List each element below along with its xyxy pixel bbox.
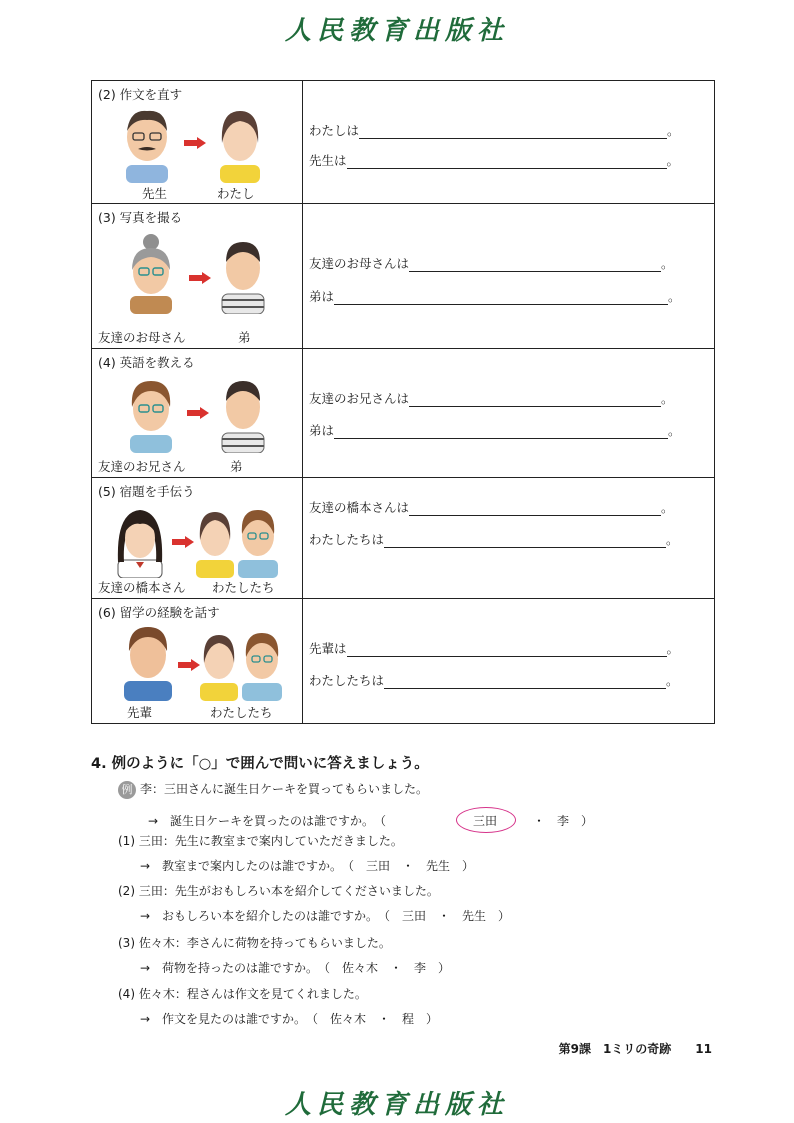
- exercise-title: (5) 宿題を手伝う: [98, 484, 195, 499]
- giver-label: 友達の橋本さん: [98, 580, 186, 595]
- exercise-row: [92, 349, 715, 478]
- example-sentence-row: [118, 780, 428, 799]
- us-two-faces-icon: [196, 625, 286, 701]
- giver-label: 先生: [142, 186, 168, 201]
- student-girl-face-icon: [210, 103, 270, 183]
- answer-suffix: 。: [661, 256, 674, 271]
- example-badge: 例: [118, 781, 136, 799]
- senior-face-icon: [118, 621, 178, 701]
- question-prompt[interactable]: → おもしろい本を紹介したのは誰ですか。 （ 三田 ・ 先生 ）: [140, 909, 511, 923]
- answer-suffix: 。: [666, 532, 679, 547]
- exercise-picture-cell: [92, 81, 303, 204]
- teacher-face-icon: [112, 103, 182, 183]
- exercise-picture-cell: [92, 599, 303, 724]
- answer-prefix: 先生は: [309, 153, 347, 168]
- friend-mother-face-icon: [120, 232, 182, 314]
- red-arrow-icon: [189, 272, 211, 284]
- answer-circle-mark: [456, 807, 516, 833]
- exercise-answer-cell: [303, 599, 715, 724]
- question-prompt[interactable]: → 作文を見たのは誰ですか。 （ 佐々木 ・ 程 ）: [140, 1012, 439, 1026]
- exercise-row: [92, 478, 715, 599]
- receiver-label: わたしたち: [210, 705, 273, 720]
- receiver-label: わたしたち: [212, 580, 275, 595]
- exercise-title: (3) 写真を撮る: [98, 210, 183, 225]
- answer-suffix: 。: [668, 289, 681, 304]
- giver-label: 友達のお母さん: [98, 330, 186, 345]
- exercise-row: [92, 81, 715, 204]
- answer-line: [309, 639, 679, 657]
- giver-label: 先輩: [127, 705, 153, 720]
- answer-blank[interactable]: [384, 533, 666, 548]
- red-arrow-icon: [187, 407, 209, 419]
- answer-blank[interactable]: [334, 424, 668, 439]
- answer-line: [309, 671, 679, 689]
- exercise-title: (4) 英語を教える: [98, 355, 195, 370]
- answer-line: [309, 530, 679, 548]
- answer-line: [309, 287, 681, 305]
- answer-prefix: 友達の橋本さんは: [309, 500, 410, 515]
- exercise-row: [92, 599, 715, 724]
- exercise-answer-cell: [303, 81, 715, 204]
- example-question-row: [148, 812, 386, 829]
- answer-suffix: 。: [668, 423, 681, 438]
- exercise-row: [92, 204, 715, 349]
- example-question: → 誕生日ケーキを買ったのは誰ですか。 （: [148, 814, 387, 828]
- question-prompt[interactable]: → 荷物を持ったのは誰ですか。 （ 佐々木 ・ 李 ）: [140, 961, 451, 975]
- example-choice-circled[interactable]: 三田: [473, 814, 498, 828]
- answer-prefix: わたしたちは: [309, 673, 385, 688]
- red-arrow-icon: [172, 536, 194, 548]
- answer-prefix: 友達のお母さんは: [309, 256, 410, 271]
- answer-suffix: 。: [666, 673, 679, 688]
- answer-blank[interactable]: [409, 501, 661, 516]
- answer-prefix: 弟は: [309, 289, 335, 304]
- answer-prefix: 先輩は: [309, 641, 347, 656]
- giver-label: 友達のお兄さん: [98, 459, 186, 474]
- question-prompt[interactable]: → 教室まで案内したのは誰ですか。 （ 三田 ・ 先生 ）: [140, 859, 475, 873]
- publisher-logo-bottom: 人民教育出版社: [284, 1090, 509, 1120]
- answer-suffix: 。: [661, 391, 674, 406]
- friend-older-brother-face-icon: [120, 373, 182, 453]
- page-footer: 第9課 1ミリの奇跡 11: [558, 1042, 712, 1056]
- answer-prefix: わたしたちは: [309, 532, 385, 547]
- answer-blank[interactable]: [359, 124, 667, 139]
- answer-blank[interactable]: [347, 154, 667, 169]
- exercise-answer-cell: [303, 204, 715, 349]
- red-arrow-icon: [184, 137, 206, 149]
- answer-line: [309, 421, 681, 439]
- exercise-table: [91, 80, 715, 724]
- answer-line: [309, 254, 674, 272]
- answer-suffix: 。: [667, 123, 680, 138]
- question-sentence: (2) 三田：先生がおもしろい本を紹介してくださいました。: [118, 884, 439, 898]
- answer-blank[interactable]: [347, 642, 667, 657]
- section-heading: 4. 例のように「○」で囲んで問いに答えましょう。: [91, 756, 429, 772]
- receiver-label: 弟: [230, 459, 243, 474]
- example-sentence: 李：三田さんに誕生日ケーキを買ってもらいました。: [140, 782, 429, 796]
- publisher-logo-top: 人民教育出版社: [284, 16, 509, 46]
- answer-blank[interactable]: [409, 257, 661, 272]
- receiver-label: わたし: [217, 186, 255, 201]
- answer-blank[interactable]: [409, 392, 661, 407]
- answer-blank[interactable]: [334, 290, 668, 305]
- younger-brother-face-icon: [212, 373, 274, 453]
- question-sentence: (4) 佐々木：程さんは作文を見てくれました。: [118, 987, 367, 1001]
- receiver-label: 弟: [238, 330, 251, 345]
- exercise-picture-cell: [92, 478, 303, 599]
- exercise-picture-cell: [92, 204, 303, 349]
- example-choice[interactable]: 李 ）: [557, 814, 594, 828]
- answer-line: [309, 498, 674, 516]
- exercise-answer-cell: [303, 349, 715, 478]
- us-two-faces-icon: [192, 502, 282, 578]
- exercise-title: (2) 作文を直す: [98, 87, 183, 102]
- answer-suffix: 。: [666, 641, 680, 656]
- exercise-answer-cell: [303, 478, 715, 599]
- answer-prefix: わたしは: [309, 123, 360, 138]
- answer-suffix: 。: [666, 153, 680, 168]
- question-sentence: (1) 三田：先生に教室まで案内していただきました。: [118, 834, 403, 848]
- answer-prefix: 弟は: [309, 423, 335, 438]
- question-sentence: (3) 佐々木：李さんに荷物を持ってもらいました。: [118, 936, 391, 950]
- answer-blank[interactable]: [384, 674, 666, 689]
- answer-suffix: 。: [661, 500, 674, 515]
- exercise-title: (6) 留学の経験を話す: [98, 605, 220, 620]
- exercise-picture-cell: [92, 349, 303, 478]
- choice-separator: ・: [533, 814, 546, 828]
- answer-line: [309, 389, 674, 407]
- hashimoto-face-icon: [112, 502, 168, 578]
- answer-line: [309, 151, 679, 169]
- answer-prefix: 友達のお兄さんは: [309, 391, 410, 406]
- answer-line: [309, 121, 680, 139]
- younger-brother-face-icon: [212, 232, 274, 314]
